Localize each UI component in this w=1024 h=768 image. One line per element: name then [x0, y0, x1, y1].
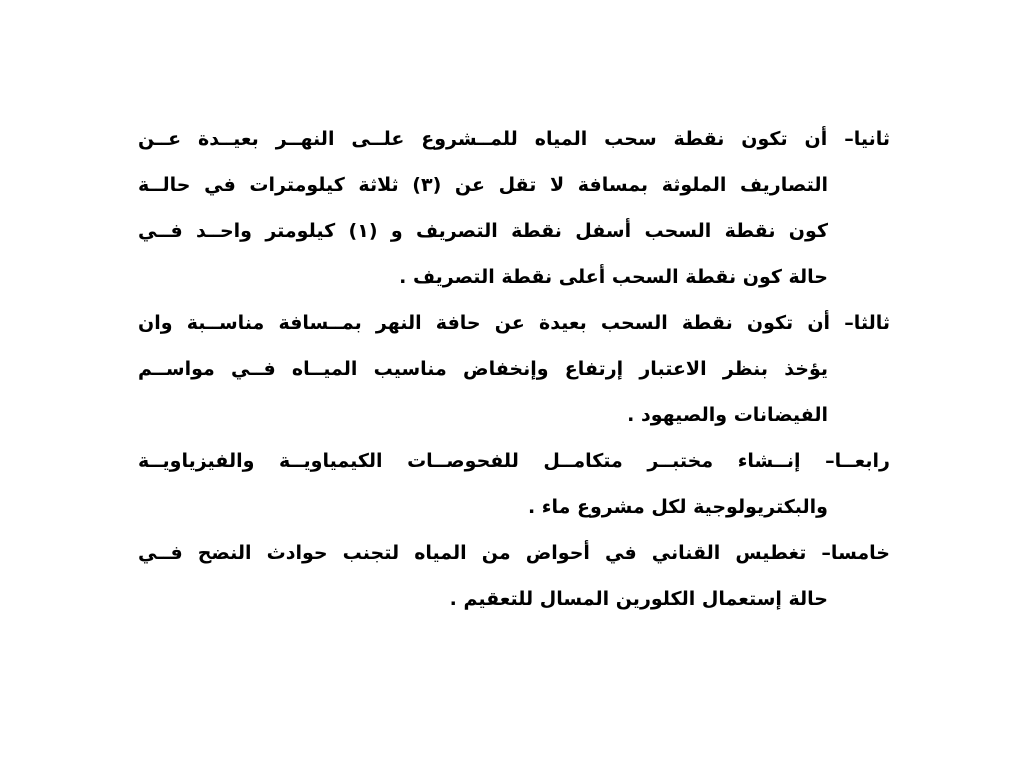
paragraph-second-line-2: التصاريف الملوثة بمسافة لا تقل عن (٣) ثلاثة كيلومترات في حالــة	[138, 174, 828, 196]
paragraph-fifth-line-1: خامسا– تغطيس القناني في أحواض من المياه لتجنب حوادث النضح فــي	[138, 542, 890, 564]
paragraph-second-line-3: كون نقطة السحب أسفل نقطة التصريف و (١) كيلومتر واحــد فــي	[138, 220, 828, 242]
paragraph-fourth-line-2: والبكتريولوجية لكل مشروع ماء .	[527, 496, 828, 518]
paragraph-third-line-1: ثالثا– أن تكون نقطة السحب بعيدة عن حافة النهر بمــسافة مناســبة وان	[138, 312, 890, 334]
paragraph-fourth-line-1: رابعــا– إنــشاء مختبــر متكامــل للفحوصــات الكيمياويــة والفيزياويــة	[138, 450, 890, 472]
document-text	[138, 116, 890, 622]
paragraph-second-line-4: حالة كون نقطة السحب أعلى نقطة التصريف .	[399, 266, 828, 288]
paragraph-fifth-line-2: حالة إستعمال الكلورين المسال للتعقيم .	[449, 588, 828, 610]
paragraph-third-line-2: يؤخذ بنظر الاعتبار إرتفاع وإنخفاض مناسيب الميــاه فــي مواســم	[138, 358, 828, 380]
paragraph-third-line-3: الفيضانات والصيهود .	[627, 404, 828, 426]
paragraph-second-line-1: ثانيا– أن تكون نقطة سحب المياه للمــشروع علــى النهــر بعيــدة عــن	[138, 128, 890, 150]
